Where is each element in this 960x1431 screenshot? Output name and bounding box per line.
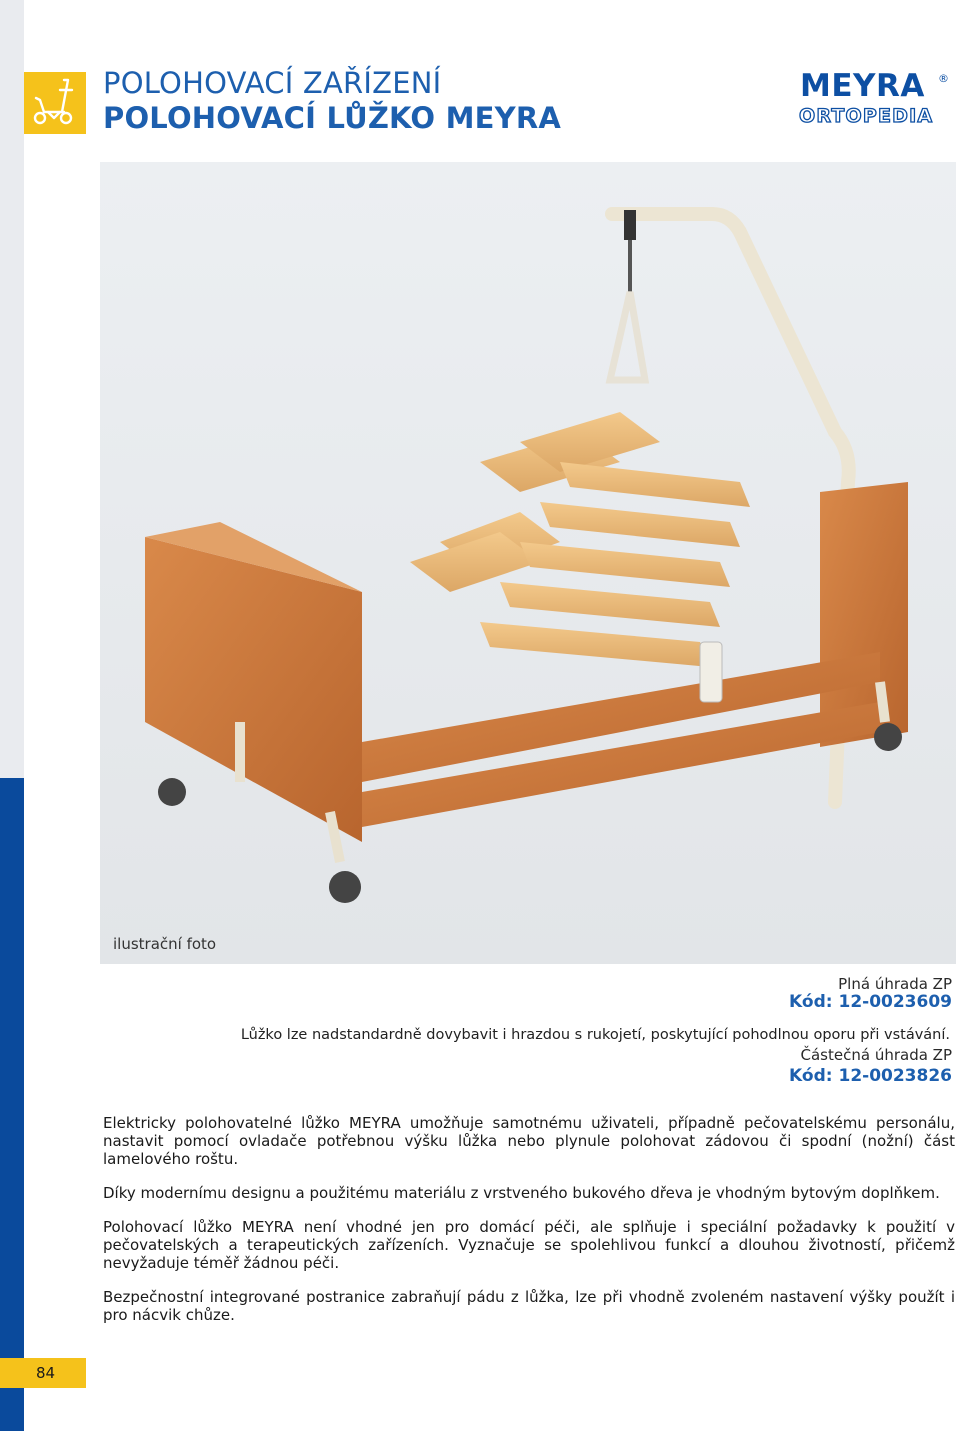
page-number: 84	[36, 1364, 56, 1382]
full-coverage-code: Kód: 12-0023609	[789, 992, 952, 1012]
description-paragraph-4: Bezpečnostní integrované postranice zabraňují pádu z lůžka, lze při vhodně zvoleném nastavení výšky použít i pro nácvik chůze.	[103, 1288, 955, 1324]
description-paragraph-3: Polohovací lůžko MEYRA není vhodné jen pro domácí péči, ale splňuje i speciální požadavky k použití v pečovatelských a terapeutických zařízeních. Vyznačuje se spolehlivou funkcí a dlouhou životností, přičemž nevyžaduje téměř žádnou péči.	[103, 1218, 955, 1272]
meyra-logo	[796, 66, 956, 126]
product-title: POLOHOVACÍ LŮŽKO MEYRA	[103, 101, 562, 135]
full-coverage-label: Plná úhrada ZP	[838, 975, 952, 993]
rollator-walker-icon	[24, 72, 86, 134]
partial-coverage-label: Částečná úhrada ZP	[800, 1046, 952, 1064]
side-bar-accent	[0, 778, 24, 1431]
product-photo	[100, 162, 956, 964]
description	[103, 1114, 955, 1324]
logo-sub: ORTOPEDIA	[799, 105, 934, 126]
description-paragraph-2: Díky modernímu designu a použitému materiálu z vrstveného bukového dřeva je vhodným bytovým doplňkem.	[103, 1184, 940, 1202]
photo-caption: ilustrační foto	[113, 935, 217, 953]
category-title: POLOHOVACÍ ZAŘÍZENÍ	[103, 66, 442, 100]
accessory-note: Lůžko lze nadstandardně dovybavit i hrazdou s rukojetí, poskytující pohodlnou oporu při vstávání.	[240, 1027, 950, 1043]
description-paragraph-1: Elektricky polohovatelné lůžko MEYRA umožňuje samotnému uživateli, případně pečovatelskému personálu, nastavit pomocí ovladače potřebnou výšku lůžka nebo plynule polohovat zádovou či spodní (nožní) část lamelového roštu.	[103, 1114, 955, 1168]
logo-brand: MEYRA	[800, 68, 925, 104]
page-number-badge	[0, 1358, 86, 1388]
logo-registered: ®	[938, 72, 949, 85]
partial-coverage-code: Kód: 12-0023826	[789, 1066, 952, 1086]
